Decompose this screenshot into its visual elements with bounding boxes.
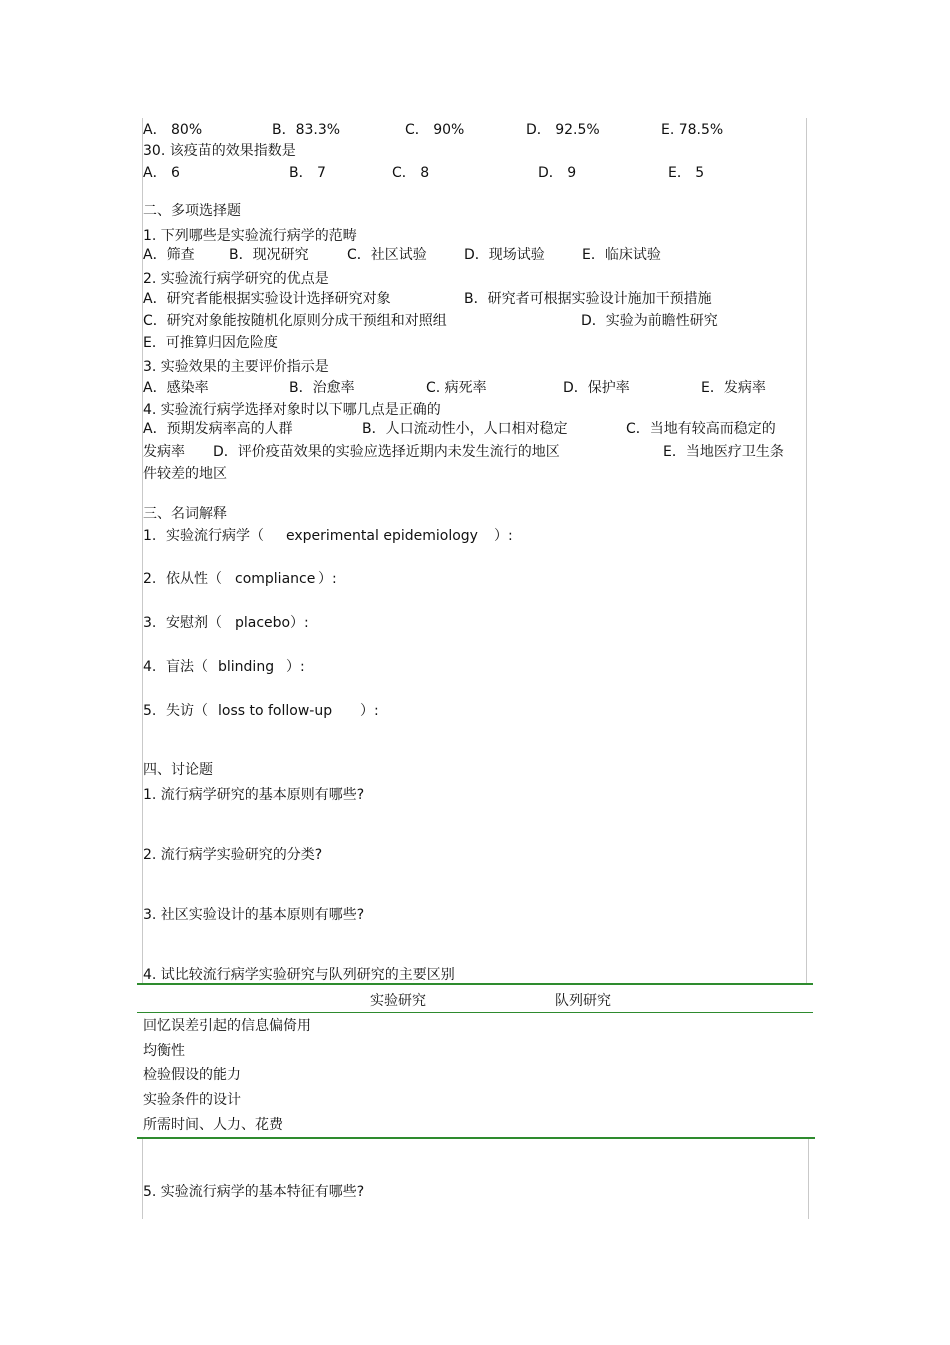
s2-q2-option-a: A．研究者能根据实验设计选择研究对象 [143, 291, 391, 307]
right-margin-line [806, 118, 807, 984]
discussion-q1: 1. 流行病学研究的基本原则有哪些? [143, 787, 365, 803]
table-row: 回忆误差引起的信息偏倚用 [143, 1018, 311, 1034]
term-number: 1. [143, 528, 157, 544]
table-row: 检验假设的能力 [143, 1067, 241, 1083]
s2-q3-option-a: A．感染率 [143, 380, 209, 396]
term-number: 5. [143, 703, 157, 719]
s2-q1-option-e: E．临床试验 [582, 247, 661, 263]
term-chinese: 实验流行病学（ [166, 528, 264, 544]
s2-q2-stem: 2. 实验流行病学研究的优点是 [143, 271, 329, 287]
q30-option-a: A． 6 [143, 165, 180, 181]
q29-option-a: A． 80% [143, 122, 203, 138]
s2-q3-option-e: E．发病率 [701, 380, 766, 396]
s2-q2-option-b: B．研究者可根据实验设计施加干预措施 [464, 291, 712, 307]
discussion-q5: 5. 实验流行病学的基本特征有哪些? [143, 1184, 365, 1200]
discussion-q2: 2. 流行病学实验研究的分类? [143, 847, 323, 863]
table-bottom-rule [137, 1137, 815, 1139]
term-english: placebo [235, 615, 291, 631]
left-margin-line-lower [142, 1139, 143, 1219]
s2-q4-option-c-start: C．当地有较高而稳定的 [626, 421, 776, 437]
table-row: 实验条件的设计 [143, 1092, 241, 1108]
term-number: 3. [143, 615, 157, 631]
term-number: 4. [143, 659, 157, 675]
s2-q1-stem: 1. 下列哪些是实验流行病学的范畴 [143, 228, 357, 244]
term-english: blinding [218, 659, 275, 675]
table-header-rule [137, 1012, 813, 1013]
table-header-experimental: 实验研究 [370, 993, 426, 1009]
q29-option-b: B．83.3% [272, 122, 341, 138]
discussion-q3: 3. 社区实验设计的基本原则有哪些? [143, 907, 365, 923]
table-row: 所需时间、人力、花费 [143, 1117, 283, 1133]
section3-heading: 三、名词解释 [143, 506, 227, 522]
term-close: ）: [360, 703, 379, 719]
s2-q4-option-a: A．预期发病率高的人群 [143, 421, 293, 437]
term-chinese: 依从性（ [166, 571, 222, 587]
q30-option-b: B． 7 [289, 165, 326, 181]
term-english: compliance [235, 571, 316, 587]
term-close: ）: [290, 615, 309, 631]
q30-stem: 30. 该疫苗的效果指数是 [143, 143, 296, 159]
term-english: loss to follow-up [218, 703, 333, 719]
q29-option-d: D． 92.5% [526, 122, 600, 138]
q30-option-e: E． 5 [668, 165, 705, 181]
q29-option-e: E. 78.5% [661, 122, 724, 138]
table-row: 均衡性 [143, 1043, 185, 1059]
s2-q4-option-c-end: 发病率 [143, 444, 185, 460]
s2-q4-option-d: D．评价疫苗效果的实验应选择近期内未发生流行的地区 [213, 444, 560, 460]
s2-q2-option-e: E．可推算归因危险度 [143, 335, 278, 351]
table-header-cohort: 队列研究 [555, 993, 611, 1009]
term-chinese: 失访（ [166, 703, 208, 719]
section2-heading: 二、多项选择题 [143, 203, 241, 219]
q30-option-d: D． 9 [538, 165, 577, 181]
right-margin-line-lower [808, 1139, 809, 1219]
s2-q1-option-a: A．筛查 [143, 247, 195, 263]
s2-q2-option-c: C．研究对象能按随机化原则分成干预组和对照组 [143, 313, 447, 329]
s2-q4-option-e-end: 件较差的地区 [143, 466, 227, 482]
discussion-q4: 4. 试比较流行病学实验研究与队列研究的主要区别 [143, 967, 455, 983]
term-chinese: 盲法（ [166, 659, 208, 675]
s2-q3-stem: 3. 实验效果的主要评价指示是 [143, 359, 329, 375]
s2-q2-option-d: D．实验为前瞻性研究 [581, 313, 718, 329]
q29-option-c: C． 90% [405, 122, 465, 138]
term-close: ）: [286, 659, 305, 675]
term-chinese: 安慰剂（ [166, 615, 222, 631]
term-english: experimental epidemiology [286, 528, 478, 544]
s2-q3-option-c: C. 病死率 [426, 380, 487, 396]
s2-q1-option-d: D．现场试验 [464, 247, 545, 263]
s2-q1-option-c: C．社区试验 [347, 247, 427, 263]
table-top-rule [137, 983, 813, 985]
q30-option-c: C． 8 [392, 165, 430, 181]
s2-q3-option-b: B．治愈率 [289, 380, 355, 396]
s2-q4-option-e-start: E．当地医疗卫生条 [663, 444, 784, 460]
s2-q4-stem: 4. 实验流行病学选择对象时以下哪几点是正确的 [143, 402, 441, 418]
term-close: ）: [494, 528, 513, 544]
s2-q4-option-b: B．人口流动性小，人口相对稳定 [362, 421, 568, 437]
s2-q3-option-d: D．保护率 [563, 380, 630, 396]
term-close: ）: [318, 571, 337, 587]
s2-q1-option-b: B．现况研究 [229, 247, 309, 263]
section4-heading: 四、讨论题 [143, 762, 213, 778]
term-number: 2. [143, 571, 157, 587]
